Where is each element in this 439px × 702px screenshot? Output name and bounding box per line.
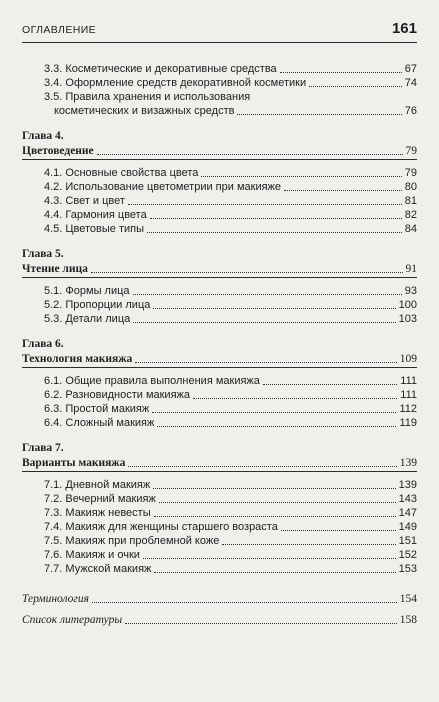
chapter-label: Глава 7. xyxy=(22,442,64,454)
dot-leader xyxy=(237,114,401,115)
dot-leader xyxy=(147,232,402,233)
toc-end-entry: Терминология 154 xyxy=(22,593,417,605)
dot-leader xyxy=(222,544,395,545)
dot-leader xyxy=(263,384,397,385)
dot-leader xyxy=(154,516,396,517)
chapter-title-entry: Варианты макияжа 139 xyxy=(22,455,417,472)
dot-leader xyxy=(152,412,396,413)
dot-leader xyxy=(154,572,395,573)
toc-entry: 7.5. Макияж при проблемной коже 151 xyxy=(44,535,417,547)
dot-leader xyxy=(201,176,401,177)
toc-entry-line1: 3.5. Правила хранения и использования xyxy=(44,91,251,103)
dot-leader xyxy=(281,530,396,531)
toc-entry: 4.5. Цветовые типы 84 xyxy=(44,223,417,235)
toc-entry: 4.2. Использование цветометрии при макияже 80 xyxy=(44,181,417,193)
toc-entry: 7.2. Вечерний макияж 143 xyxy=(44,493,417,505)
dot-leader xyxy=(133,322,395,323)
dot-leader xyxy=(284,190,402,191)
toc-entry: 7.6. Макияж и очки 152 xyxy=(44,549,417,561)
dot-leader xyxy=(128,466,396,467)
chapter-title-entry: Чтение лица 91 xyxy=(22,261,417,278)
running-header xyxy=(22,22,417,43)
toc-entry: 3.4. Оформление средств декоративной косметики 74 xyxy=(44,77,417,89)
toc-entry: 5.3. Детали лица 103 xyxy=(44,313,417,325)
dot-leader xyxy=(157,426,396,427)
page-number: 161 xyxy=(391,20,417,37)
toc-entry: 5.1. Формы лица 93 xyxy=(44,285,417,297)
toc-entry: 5.2. Пропорции лица 100 xyxy=(44,299,417,311)
chapter-label: Глава 6. xyxy=(22,338,64,350)
toc-entry: 6.3. Простой макияж 112 xyxy=(44,403,417,415)
dot-leader xyxy=(135,362,396,363)
dot-leader xyxy=(92,602,397,603)
toc-entry: 6.4. Сложный макияж 119 xyxy=(44,417,417,429)
table-of-contents xyxy=(22,62,417,627)
chapter-label: Глава 4. xyxy=(22,130,64,142)
dot-leader xyxy=(128,204,402,205)
toc-entry: 7.4. Макияж для женщины старшего возраста 149 xyxy=(44,521,417,533)
dot-leader xyxy=(309,86,402,87)
toc-entry: 3.3. Косметические и декоративные средства 67 xyxy=(44,63,417,75)
dot-leader xyxy=(97,154,403,155)
toc-end-entry: Список литературы 158 xyxy=(22,614,417,626)
running-title: ОГЛАВЛЕНИЕ xyxy=(22,24,97,36)
dot-leader xyxy=(133,294,402,295)
dot-leader xyxy=(153,488,395,489)
toc-entry: косметических и визажных средств 76 xyxy=(54,105,417,117)
chapter-title-entry: Цветоведение 79 xyxy=(22,143,417,160)
dot-leader xyxy=(159,502,396,503)
chapter-label: Глава 5. xyxy=(22,248,64,260)
toc-entry: 7.7. Мужской макияж 153 xyxy=(44,563,417,575)
dot-leader xyxy=(91,272,403,273)
toc-entry: 4.1. Основные свойства цвета 79 xyxy=(44,167,417,179)
spacer xyxy=(22,576,417,582)
dot-leader xyxy=(125,623,397,624)
toc-entry: 6.1. Общие правила выполнения макияжа 111 xyxy=(44,375,417,387)
toc-entry: 4.4. Гармония цвета 82 xyxy=(44,209,417,221)
toc-entry: 4.3. Свет и цвет 81 xyxy=(44,195,417,207)
dot-leader xyxy=(193,398,397,399)
dot-leader xyxy=(153,308,395,309)
dot-leader xyxy=(143,558,396,559)
dot-leader xyxy=(280,72,402,73)
chapter-title-entry: Технология макияжа 109 xyxy=(22,351,417,368)
toc-entry: 7.1. Дневной макияж 139 xyxy=(44,479,417,491)
toc-entry: 6.2. Разновидности макияжа 111 xyxy=(44,389,417,401)
toc-entry: 7.3. Макияж невесты 147 xyxy=(44,507,417,519)
dot-leader xyxy=(150,218,402,219)
